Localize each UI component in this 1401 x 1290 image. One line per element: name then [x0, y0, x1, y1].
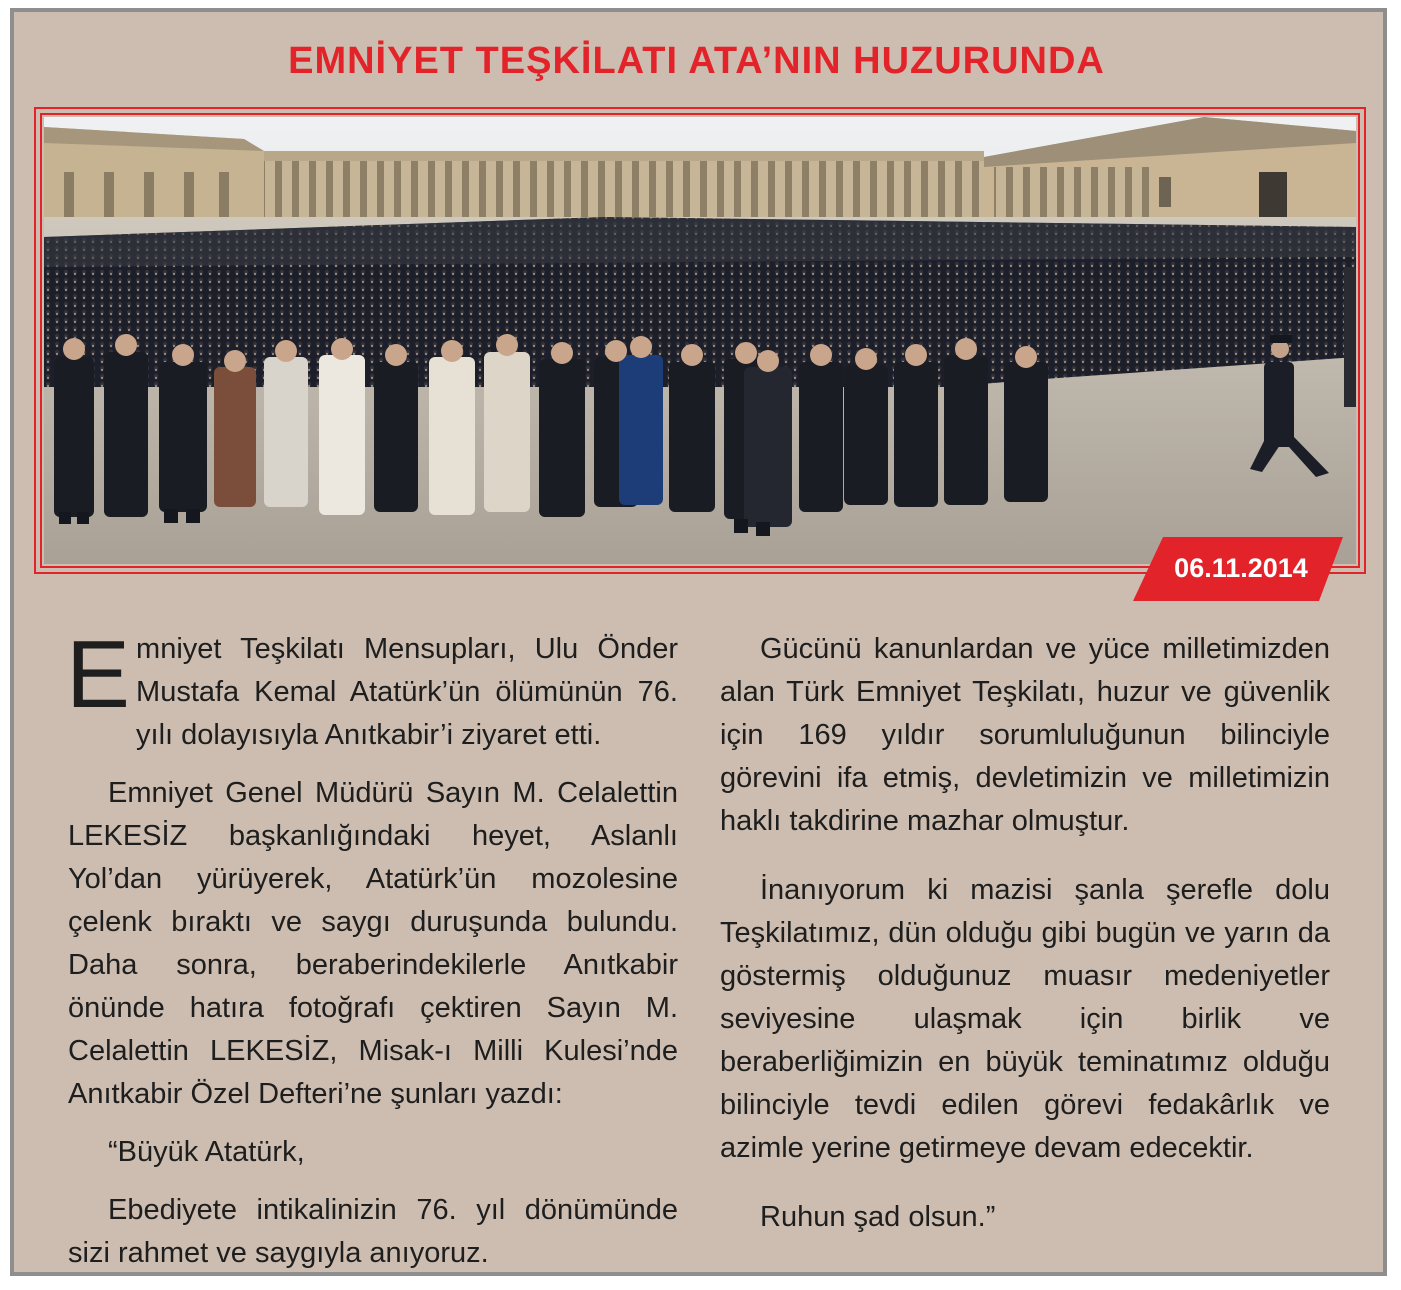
paragraph-text: mniyet Teşkilatı Mensupları, Ulu Önder Mustafa Kemal Atatürk’ün ölümünün 76. yılı dolayısıyla Anıtkabir’i ziyaret etti.	[136, 633, 678, 751]
ceremony-photo	[44, 117, 1356, 564]
drop-cap: E	[66, 621, 131, 728]
article-column-right	[720, 628, 1330, 1254]
paragraph: “Büyük Atatürk,	[108, 1136, 305, 1168]
paragraph: Emniyet Genel Müdürü Sayın M. Celalettin LEKESİZ başkanlığındaki heyet, Aslanlı Yol’dan yürüyerek, Atatürk’ün mozolesine çelenk bıraktı ve saygı duruşunda bulundu. Daha sonra, beraberindekilerle Anıtkabir önünde hatıra fotoğrafı çektiren Sayın M. Celalettin LEKESİZ, Misak-ı Milli Kulesi’nde Anıtkabir Özel Defteri’ne şunları yazdı:	[68, 777, 678, 1110]
article-column-left	[66, 621, 678, 1290]
paragraph: Ruhun şad olsun.”	[760, 1201, 996, 1233]
paragraph: Gücünü kanunlardan ve yüce milletimizden alan Türk Emniyet Teşkilatı, huzur ve güvenlik için 169 yıldır sorumluluğunun bilinciyle görevini ifa etmiş, devletimizin ve milletimizin haklı takdirine mazhar olmuştur.	[720, 633, 1330, 837]
date-text: 06.11.2014	[1174, 553, 1308, 583]
paragraph	[66, 621, 678, 757]
date-badge	[1133, 535, 1343, 601]
paragraph: Ebediyete intikalinizin 76. yıl dönümünde sizi rahmet ve saygıyla anıyoruz.	[68, 1194, 678, 1269]
paragraph: İnanıyorum ki mazisi şanla şerefle dolu Teşkilatımız, dün olduğu gibi bugün ve yarın da göstermiş olduğunuz muasır medeniyetler seviyesine ulaşmak için birlik ve beraberliğimizin en büyük teminatımız olduğu bilinciyle tevdi edilen görevi fedakârlık ve azimle yerine getirmeye devam edecektir.	[720, 874, 1330, 1164]
headline: EMNİYET TEŞKİLATI ATA’NIN HUZURUNDA	[288, 40, 1105, 82]
